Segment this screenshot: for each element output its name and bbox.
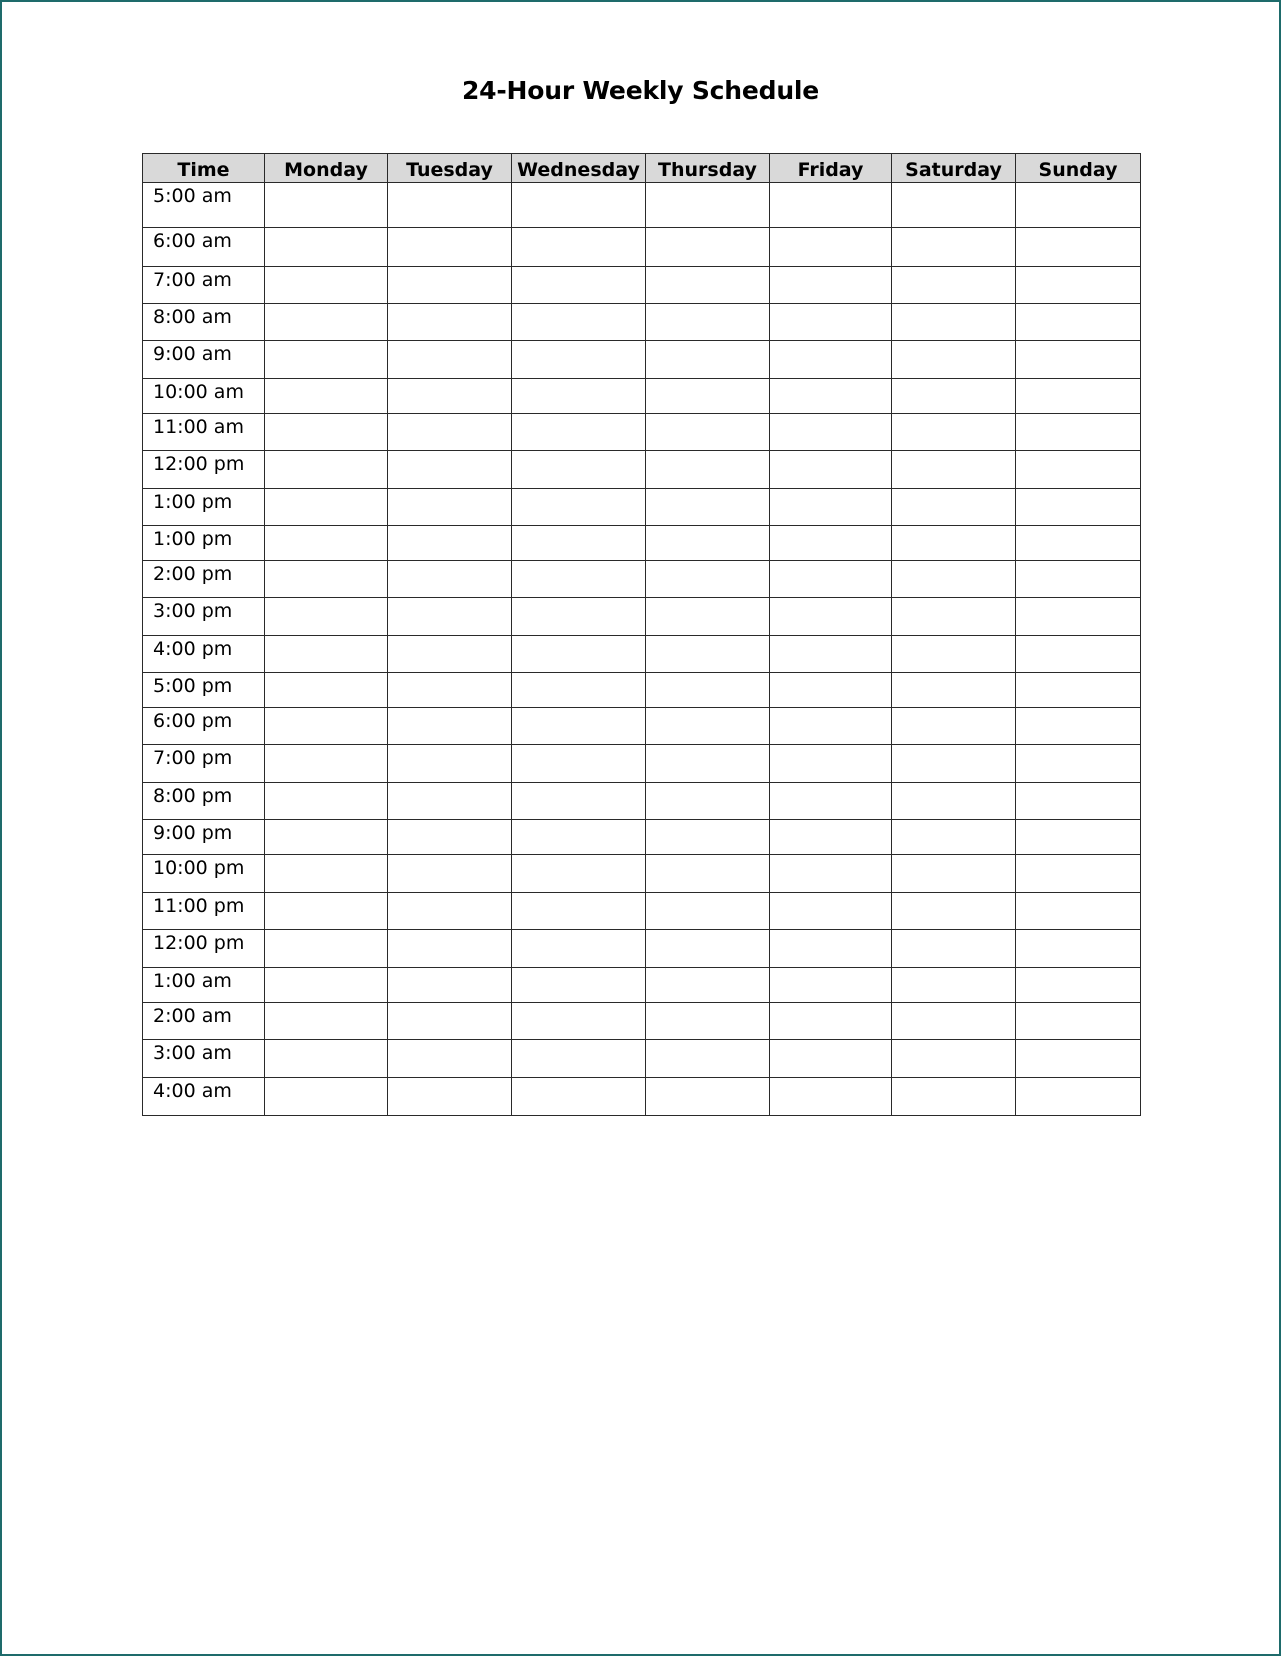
schedule-cell-friday[interactable] (770, 598, 892, 636)
time-label: 5:00 am (143, 183, 265, 228)
time-label: 8:00 am (143, 304, 265, 341)
schedule-cell-thursday[interactable] (646, 489, 770, 526)
table-row (143, 745, 1141, 783)
schedule-cell-thursday[interactable] (646, 673, 770, 708)
schedule-cell-wednesday[interactable] (512, 267, 646, 304)
schedule-cell-sunday[interactable] (1016, 968, 1141, 1003)
schedule-cell-tuesday[interactable] (388, 341, 512, 379)
time-label: 10:00 am (143, 379, 265, 414)
schedule-cell-friday[interactable] (770, 708, 892, 745)
schedule-cell-thursday[interactable] (646, 930, 770, 968)
time-label: 4:00 am (143, 1078, 265, 1116)
schedule-cell-tuesday[interactable] (388, 228, 512, 267)
time-label: 3:00 pm (143, 598, 265, 636)
table-row (143, 228, 1141, 267)
table-row (143, 267, 1141, 304)
page-title: 24-Hour Weekly Schedule (461, 76, 820, 105)
schedule-cell-monday[interactable] (265, 1003, 388, 1040)
schedule-cell-friday[interactable] (770, 1078, 892, 1116)
schedule-cell-wednesday[interactable] (512, 820, 646, 855)
schedule-cell-saturday[interactable] (892, 930, 1016, 968)
schedule-cell-tuesday[interactable] (388, 1078, 512, 1116)
schedule-cell-tuesday[interactable] (388, 708, 512, 745)
column-header-friday: Friday (770, 154, 892, 183)
schedule-cell-sunday[interactable] (1016, 228, 1141, 267)
column-header-time: Time (143, 154, 265, 183)
schedule-cell-monday[interactable] (265, 893, 388, 930)
schedule-cell-wednesday[interactable] (512, 304, 646, 341)
time-label: 3:00 am (143, 1040, 265, 1078)
table-row (143, 451, 1141, 489)
table-row (143, 379, 1141, 414)
schedule-cell-wednesday[interactable] (512, 414, 646, 451)
schedule-cell-sunday[interactable] (1016, 304, 1141, 341)
schedule-cell-saturday[interactable] (892, 1040, 1016, 1078)
schedule-cell-saturday[interactable] (892, 414, 1016, 451)
schedule-cell-saturday[interactable] (892, 598, 1016, 636)
schedule-cell-friday[interactable] (770, 673, 892, 708)
schedule-cell-sunday[interactable] (1016, 1078, 1141, 1116)
time-label: 2:00 pm (143, 561, 265, 598)
schedule-cell-wednesday[interactable] (512, 1040, 646, 1078)
schedule-cell-friday[interactable] (770, 183, 892, 228)
schedule-cell-sunday[interactable] (1016, 893, 1141, 930)
schedule-cell-sunday[interactable] (1016, 745, 1141, 783)
schedule-cell-tuesday[interactable] (388, 1003, 512, 1040)
schedule-cell-friday[interactable] (770, 304, 892, 341)
schedule-cell-wednesday[interactable] (512, 708, 646, 745)
table-row (143, 183, 1141, 228)
schedule-cell-sunday[interactable] (1016, 598, 1141, 636)
schedule-cell-wednesday[interactable] (512, 526, 646, 561)
schedule-cell-sunday[interactable] (1016, 930, 1141, 968)
table-row (143, 820, 1141, 855)
schedule-cell-wednesday[interactable] (512, 783, 646, 820)
schedule-cell-tuesday[interactable] (388, 820, 512, 855)
schedule-cell-thursday[interactable] (646, 968, 770, 1003)
schedule-cell-thursday[interactable] (646, 598, 770, 636)
schedule-cell-thursday[interactable] (646, 708, 770, 745)
table-row (143, 341, 1141, 379)
schedule-cell-tuesday[interactable] (388, 930, 512, 968)
schedule-cell-saturday[interactable] (892, 820, 1016, 855)
schedule-cell-saturday[interactable] (892, 893, 1016, 930)
column-header-thursday: Thursday (646, 154, 770, 183)
schedule-cell-friday[interactable] (770, 820, 892, 855)
schedule-cell-monday[interactable] (265, 745, 388, 783)
schedule-cell-tuesday[interactable] (388, 893, 512, 930)
schedule-cell-friday[interactable] (770, 1040, 892, 1078)
schedule-cell-wednesday[interactable] (512, 673, 646, 708)
time-label: 9:00 am (143, 341, 265, 379)
schedule-cell-tuesday[interactable] (388, 745, 512, 783)
schedule-cell-monday[interactable] (265, 1040, 388, 1078)
schedule-cell-thursday[interactable] (646, 820, 770, 855)
schedule-cell-saturday[interactable] (892, 451, 1016, 489)
table-row (143, 1078, 1141, 1116)
table-row (143, 1040, 1141, 1078)
schedule-cell-saturday[interactable] (892, 708, 1016, 745)
schedule-cell-tuesday[interactable] (388, 451, 512, 489)
schedule-cell-wednesday[interactable] (512, 893, 646, 930)
schedule-cell-tuesday[interactable] (388, 673, 512, 708)
schedule-cell-thursday[interactable] (646, 636, 770, 673)
schedule-cell-sunday[interactable] (1016, 820, 1141, 855)
schedule-cell-wednesday[interactable] (512, 968, 646, 1003)
schedule-cell-saturday[interactable] (892, 379, 1016, 414)
schedule-cell-thursday[interactable] (646, 561, 770, 598)
schedule-cell-monday[interactable] (265, 673, 388, 708)
schedule-cell-monday[interactable] (265, 304, 388, 341)
schedule-cell-tuesday[interactable] (388, 304, 512, 341)
schedule-cell-tuesday[interactable] (388, 598, 512, 636)
schedule-cell-wednesday[interactable] (512, 341, 646, 379)
schedule-cell-friday[interactable] (770, 228, 892, 267)
schedule-cell-monday[interactable] (265, 414, 388, 451)
time-label: 6:00 pm (143, 708, 265, 745)
time-label: 10:00 pm (143, 855, 265, 893)
time-label: 12:00 pm (143, 930, 265, 968)
schedule-cell-friday[interactable] (770, 526, 892, 561)
time-label: 2:00 am (143, 1003, 265, 1040)
column-header-saturday: Saturday (892, 154, 1016, 183)
schedule-cell-monday[interactable] (265, 930, 388, 968)
schedule-cell-monday[interactable] (265, 636, 388, 673)
schedule-cell-saturday[interactable] (892, 968, 1016, 1003)
weekly-schedule-table (142, 153, 1141, 1116)
schedule-cell-monday[interactable] (265, 1078, 388, 1116)
schedule-cell-sunday[interactable] (1016, 708, 1141, 745)
schedule-cell-tuesday[interactable] (388, 183, 512, 228)
schedule-cell-thursday[interactable] (646, 1040, 770, 1078)
schedule-cell-saturday[interactable] (892, 489, 1016, 526)
schedule-cell-monday[interactable] (265, 708, 388, 745)
schedule-cell-tuesday[interactable] (388, 636, 512, 673)
table-row (143, 783, 1141, 820)
schedule-cell-thursday[interactable] (646, 304, 770, 341)
schedule-cell-wednesday[interactable] (512, 1078, 646, 1116)
table-row (143, 598, 1141, 636)
time-label: 9:00 pm (143, 820, 265, 855)
schedule-cell-friday[interactable] (770, 561, 892, 598)
table-row (143, 673, 1141, 708)
schedule-cell-saturday[interactable] (892, 636, 1016, 673)
schedule-cell-sunday[interactable] (1016, 783, 1141, 820)
time-label: 5:00 pm (143, 673, 265, 708)
schedule-cell-saturday[interactable] (892, 855, 1016, 893)
schedule-cell-saturday[interactable] (892, 183, 1016, 228)
schedule-cell-tuesday[interactable] (388, 968, 512, 1003)
table-row (143, 708, 1141, 745)
column-header-tuesday: Tuesday (388, 154, 512, 183)
schedule-cell-sunday[interactable] (1016, 267, 1141, 304)
schedule-cell-wednesday[interactable] (512, 598, 646, 636)
schedule-cell-wednesday[interactable] (512, 451, 646, 489)
schedule-body (143, 183, 1141, 1116)
time-label: 4:00 pm (143, 636, 265, 673)
schedule-cell-monday[interactable] (265, 783, 388, 820)
schedule-cell-friday[interactable] (770, 636, 892, 673)
schedule-cell-friday[interactable] (770, 379, 892, 414)
schedule-cell-saturday[interactable] (892, 745, 1016, 783)
table-row (143, 636, 1141, 673)
table-row (143, 968, 1141, 1003)
schedule-cell-saturday[interactable] (892, 304, 1016, 341)
schedule-cell-wednesday[interactable] (512, 1003, 646, 1040)
schedule-cell-monday[interactable] (265, 855, 388, 893)
schedule-cell-thursday[interactable] (646, 1078, 770, 1116)
schedule-cell-friday[interactable] (770, 414, 892, 451)
schedule-cell-monday[interactable] (265, 228, 388, 267)
schedule-cell-friday[interactable] (770, 968, 892, 1003)
schedule-cell-thursday[interactable] (646, 183, 770, 228)
table-row (143, 526, 1141, 561)
table-row (143, 1003, 1141, 1040)
schedule-cell-thursday[interactable] (646, 1003, 770, 1040)
schedule-cell-tuesday[interactable] (388, 783, 512, 820)
schedule-cell-monday[interactable] (265, 379, 388, 414)
schedule-cell-monday[interactable] (265, 267, 388, 304)
schedule-cell-saturday[interactable] (892, 561, 1016, 598)
schedule-cell-monday[interactable] (265, 598, 388, 636)
table-row (143, 930, 1141, 968)
schedule-cell-friday[interactable] (770, 451, 892, 489)
schedule-cell-monday[interactable] (265, 451, 388, 489)
schedule-cell-wednesday[interactable] (512, 855, 646, 893)
schedule-cell-friday[interactable] (770, 855, 892, 893)
schedule-cell-wednesday[interactable] (512, 561, 646, 598)
schedule-cell-saturday[interactable] (892, 267, 1016, 304)
schedule-cell-sunday[interactable] (1016, 855, 1141, 893)
schedule-cell-thursday[interactable] (646, 855, 770, 893)
schedule-cell-sunday[interactable] (1016, 341, 1141, 379)
time-label: 12:00 pm (143, 451, 265, 489)
schedule-cell-tuesday[interactable] (388, 561, 512, 598)
schedule-cell-friday[interactable] (770, 267, 892, 304)
schedule-cell-monday[interactable] (265, 561, 388, 598)
time-label: 1:00 am (143, 968, 265, 1003)
table-row (143, 304, 1141, 341)
schedule-cell-wednesday[interactable] (512, 930, 646, 968)
schedule-cell-tuesday[interactable] (388, 489, 512, 526)
schedule-cell-thursday[interactable] (646, 893, 770, 930)
time-label: 7:00 pm (143, 745, 265, 783)
time-label: 8:00 pm (143, 783, 265, 820)
schedule-cell-saturday[interactable] (892, 1078, 1016, 1116)
column-header-monday: Monday (265, 154, 388, 183)
schedule-cell-monday[interactable] (265, 526, 388, 561)
schedule-cell-friday[interactable] (770, 930, 892, 968)
schedule-cell-wednesday[interactable] (512, 379, 646, 414)
column-header-wednesday: Wednesday (512, 154, 646, 183)
schedule-cell-thursday[interactable] (646, 451, 770, 489)
schedule-cell-wednesday[interactable] (512, 745, 646, 783)
schedule-cell-thursday[interactable] (646, 267, 770, 304)
schedule-cell-wednesday[interactable] (512, 228, 646, 267)
column-header-sunday: Sunday (1016, 154, 1141, 183)
schedule-cell-friday[interactable] (770, 745, 892, 783)
schedule-cell-friday[interactable] (770, 893, 892, 930)
schedule-cell-sunday[interactable] (1016, 451, 1141, 489)
schedule-cell-thursday[interactable] (646, 783, 770, 820)
schedule-cell-thursday[interactable] (646, 228, 770, 267)
schedule-cell-monday[interactable] (265, 341, 388, 379)
schedule-cell-tuesday[interactable] (388, 526, 512, 561)
table-row (143, 561, 1141, 598)
schedule-cell-friday[interactable] (770, 1003, 892, 1040)
time-label: 1:00 pm (143, 489, 265, 526)
schedule-cell-sunday[interactable] (1016, 183, 1141, 228)
time-label: 1:00 pm (143, 526, 265, 561)
table-row (143, 489, 1141, 526)
schedule-cell-thursday[interactable] (646, 341, 770, 379)
schedule-cell-monday[interactable] (265, 968, 388, 1003)
schedule-cell-saturday[interactable] (892, 783, 1016, 820)
schedule-cell-saturday[interactable] (892, 526, 1016, 561)
schedule-cell-monday[interactable] (265, 183, 388, 228)
table-row (143, 855, 1141, 893)
time-label: 11:00 pm (143, 893, 265, 930)
schedule-cell-wednesday[interactable] (512, 489, 646, 526)
schedule-cell-tuesday[interactable] (388, 379, 512, 414)
schedule-cell-monday[interactable] (265, 820, 388, 855)
schedule-cell-saturday[interactable] (892, 1003, 1016, 1040)
schedule-cell-wednesday[interactable] (512, 636, 646, 673)
schedule-cell-sunday[interactable] (1016, 636, 1141, 673)
schedule-cell-sunday[interactable] (1016, 1003, 1141, 1040)
schedule-cell-friday[interactable] (770, 341, 892, 379)
schedule-cell-saturday[interactable] (892, 228, 1016, 267)
time-label: 11:00 am (143, 414, 265, 451)
schedule-cell-thursday[interactable] (646, 414, 770, 451)
schedule-cell-sunday[interactable] (1016, 489, 1141, 526)
schedule-cell-saturday[interactable] (892, 673, 1016, 708)
schedule-cell-friday[interactable] (770, 489, 892, 526)
schedule-cell-thursday[interactable] (646, 379, 770, 414)
schedule-cell-sunday[interactable] (1016, 561, 1141, 598)
schedule-cell-sunday[interactable] (1016, 673, 1141, 708)
schedule-cell-tuesday[interactable] (388, 855, 512, 893)
schedule-cell-tuesday[interactable] (388, 414, 512, 451)
schedule-cell-sunday[interactable] (1016, 414, 1141, 451)
schedule-cell-sunday[interactable] (1016, 379, 1141, 414)
table-row (143, 414, 1141, 451)
time-label: 6:00 am (143, 228, 265, 267)
header-row (143, 154, 1141, 183)
schedule-cell-tuesday[interactable] (388, 267, 512, 304)
schedule-cell-sunday[interactable] (1016, 526, 1141, 561)
schedule-cell-wednesday[interactable] (512, 183, 646, 228)
schedule-cell-tuesday[interactable] (388, 1040, 512, 1078)
schedule-cell-thursday[interactable] (646, 745, 770, 783)
table-row (143, 893, 1141, 930)
schedule-cell-monday[interactable] (265, 489, 388, 526)
schedule-cell-sunday[interactable] (1016, 1040, 1141, 1078)
schedule-cell-friday[interactable] (770, 783, 892, 820)
schedule-cell-saturday[interactable] (892, 341, 1016, 379)
schedule-cell-thursday[interactable] (646, 526, 770, 561)
time-label: 7:00 am (143, 267, 265, 304)
